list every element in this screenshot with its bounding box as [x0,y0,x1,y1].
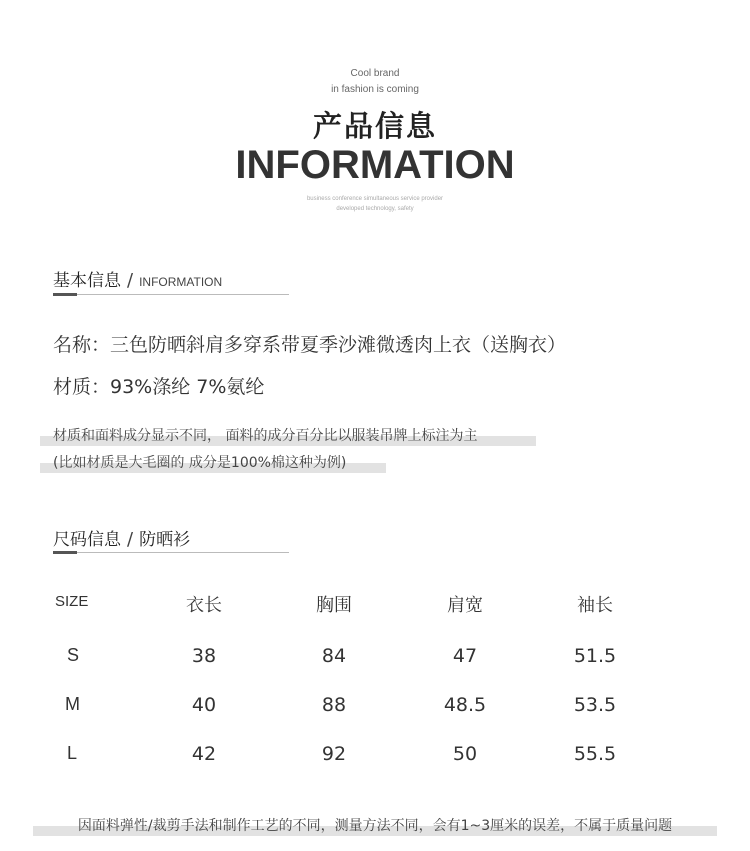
table-cell: 92 [321,743,347,765]
basic-info-divider [53,294,289,295]
heading-slash: / [127,529,134,550]
table-cell: 47 [452,645,478,667]
table-cell: 51.5 [573,645,617,667]
basic-info-heading [53,266,222,291]
size-info-heading [53,525,190,550]
material-note-2: (比如材质是大毛圈的 成分是100%棉这种为例) [53,455,347,471]
basic-info-accent [53,293,77,296]
tagline-2: developed technology, safety [336,206,414,212]
table-header-shoulder: 肩宽 [447,595,483,616]
size-info-divider [53,552,289,553]
page-title-en: INFORMATION [235,143,515,187]
footer-note: 因面料弹性/裁剪手法和制作工艺的不同，测量方法不同，会有1~3厘米的误差，不属于质量问题 [77,818,673,834]
table-cell: 42 [191,743,217,765]
tagline-1: business conference simultaneous service provider [306,196,444,202]
size-info-title: 尺码信息 [53,530,121,550]
table-cell: 38 [191,645,217,667]
table-cell: 88 [321,694,347,716]
table-row-size: M [65,694,80,714]
table-cell: 53.5 [573,694,617,716]
product-name: 名称：三色防晒斜肩多穿系带夏季沙滩微透肉上衣（送胸衣） [53,334,567,356]
page-title-cn: 产品信息 [312,109,437,143]
table-cell: 40 [191,694,217,716]
product-material: 材质：93%涤纶 7%氨纶 [53,376,265,398]
table-header-bust: 胸围 [316,595,352,616]
table-cell: 55.5 [573,743,617,765]
table-header-length: 衣长 [186,595,222,616]
basic-info-subtitle: INFORMATION [139,275,223,289]
table-header-sleeve: 袖长 [577,595,613,616]
material-note-1: 材质和面料成分显示不同， 面料的成分百分比以服装吊牌上标注为主 [53,428,478,444]
table-cell: 50 [452,743,478,765]
brand-line-1: Cool brand [350,68,400,79]
basic-info-title: 基本信息 [53,271,121,291]
table-row-size: S [67,645,80,665]
size-info-subtitle: 防晒衫 [139,530,191,550]
table-header-size: SIZE [55,593,89,610]
heading-slash: / [127,270,134,291]
table-row-size: L [67,743,78,763]
size-info-accent [53,551,77,554]
brand-line-2: in fashion is coming [331,84,419,95]
table-cell: 48.5 [443,694,487,716]
table-cell: 84 [321,645,347,667]
